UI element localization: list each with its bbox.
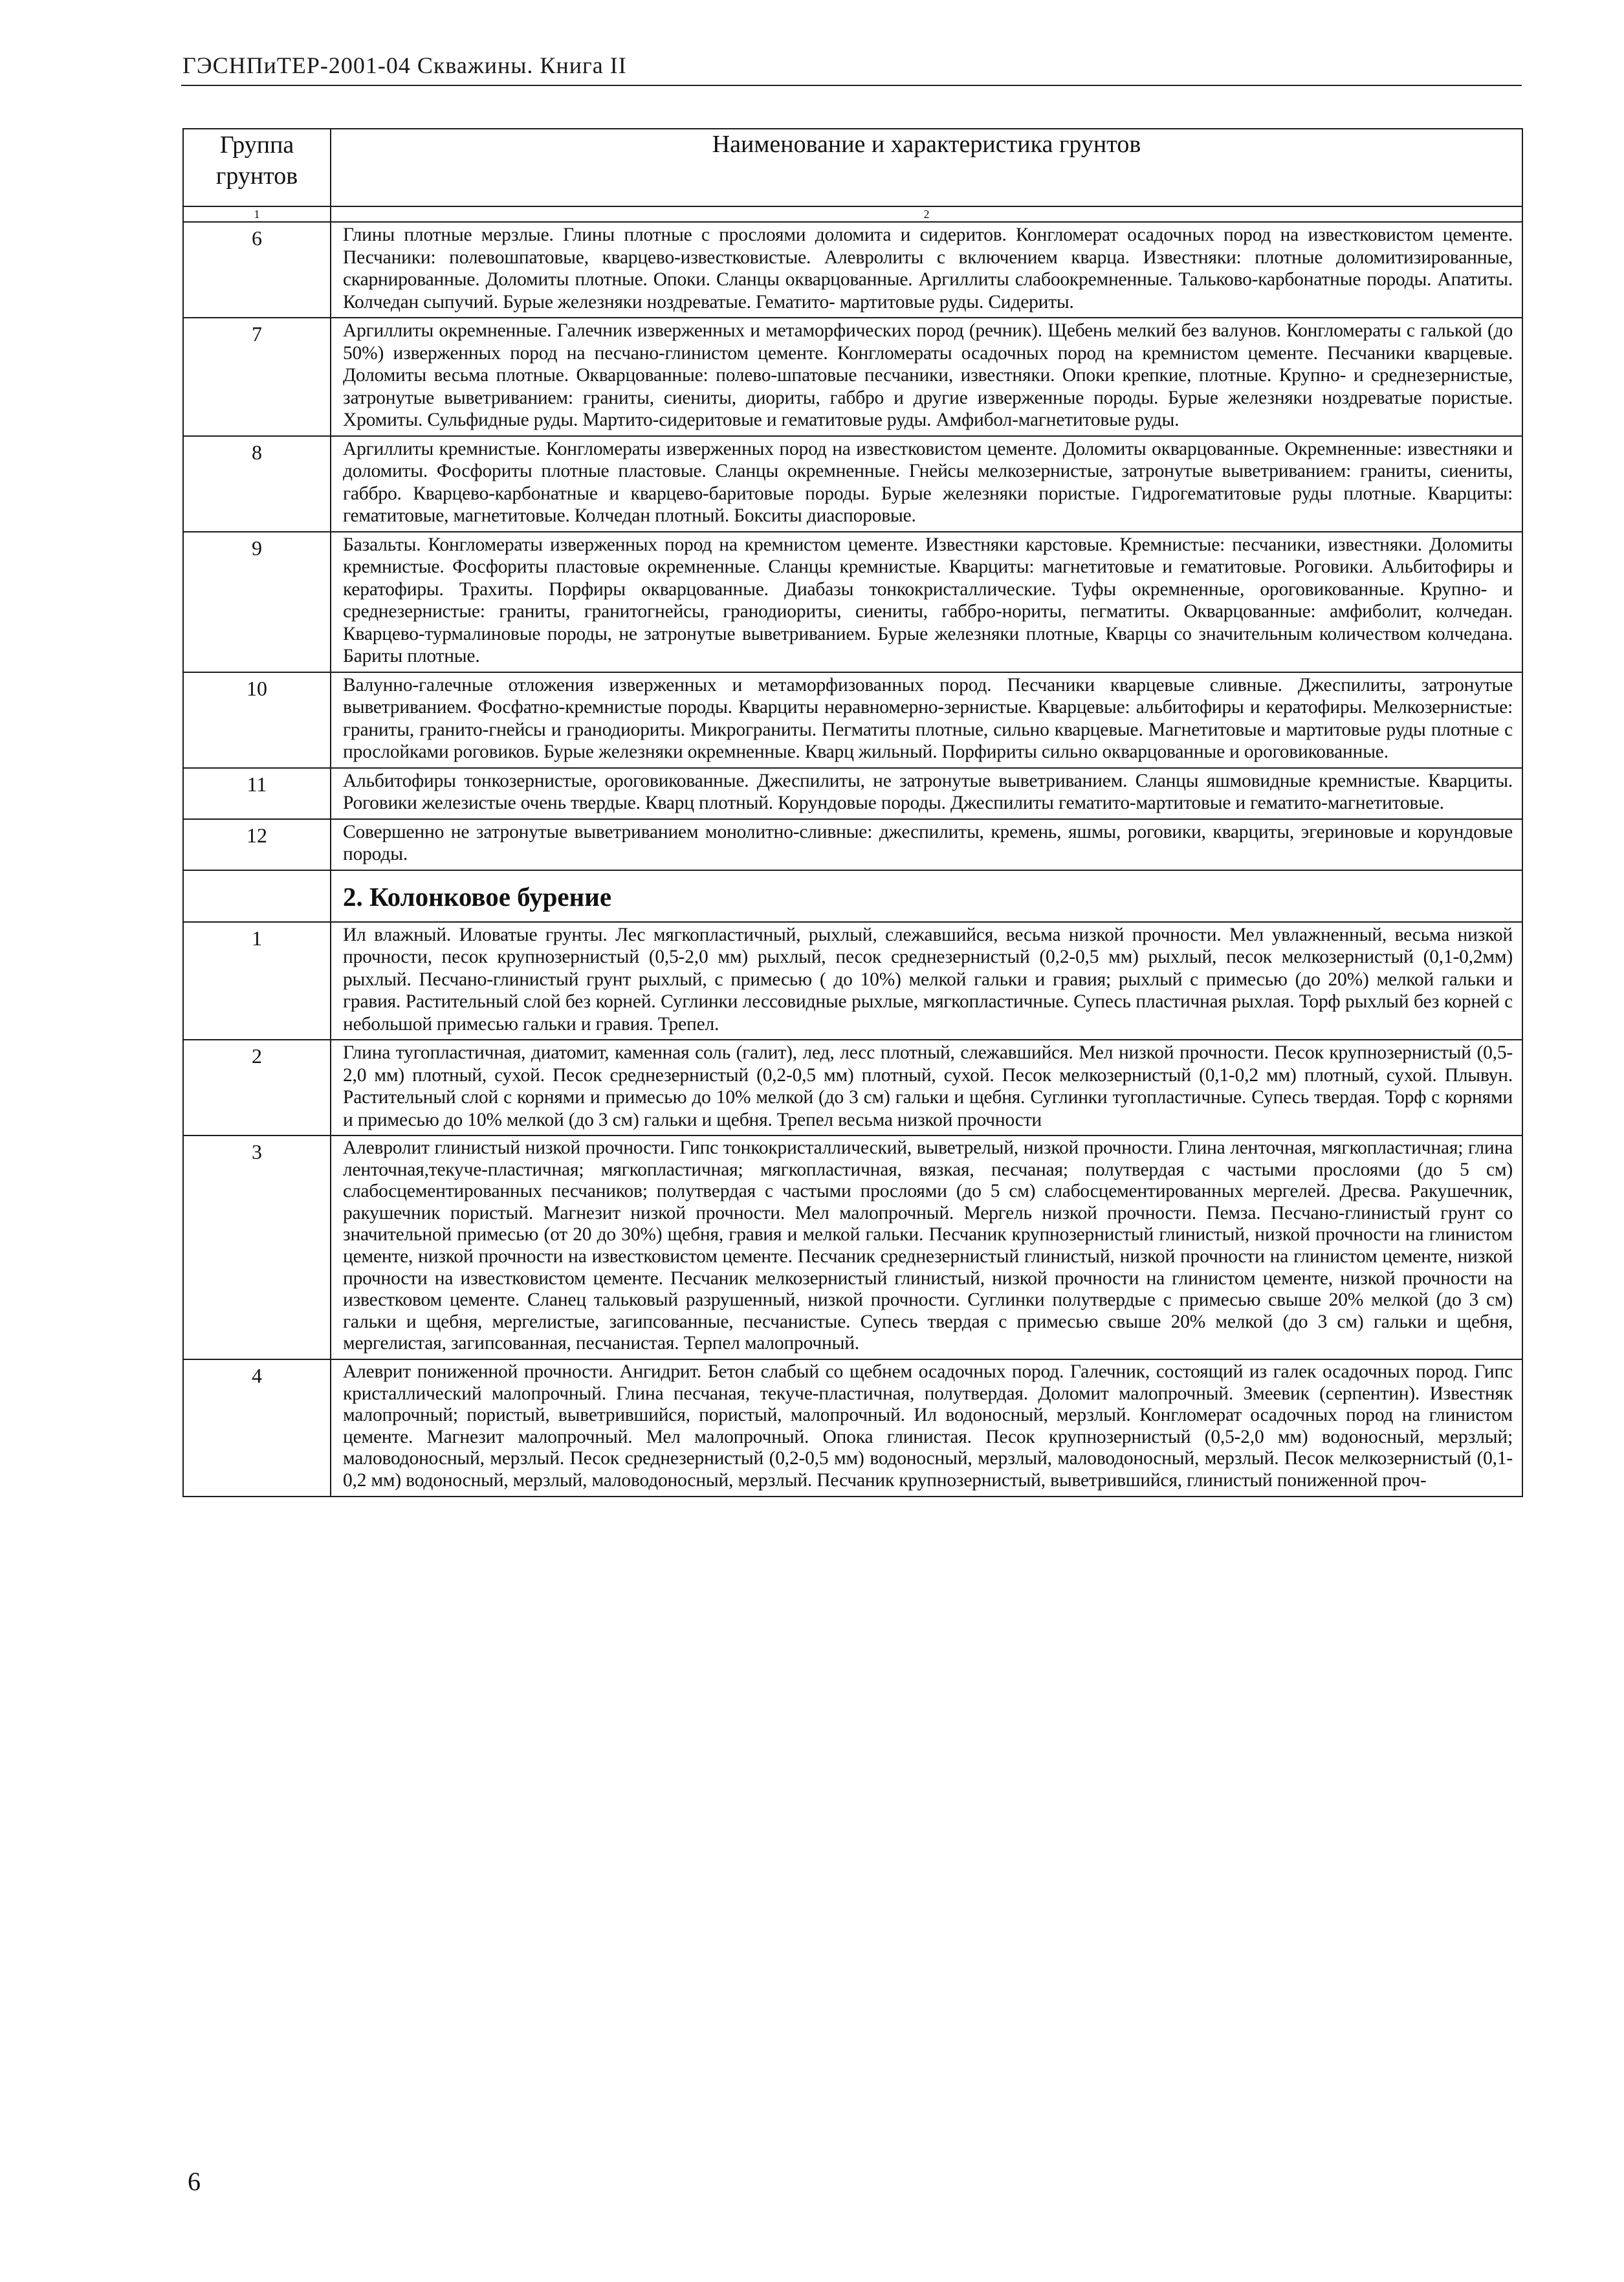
soil-description: Валунно-галечные отложения изверженных и метаморфизованных пород. Песчаники кварцевые сливные. Джеспилиты, затронутые выветриванием. Фосфатно-кремнистые породы. Кварциты неравномерно-зернистые. Кварцевые: альбитофиры и кератофиры. Мелкозернистые: граниты, гранито-гнейсы и гранодиориты. Микрограниты. Пегматиты плотные, сильно кварцевые. Магнетитовые и мартитовые руды плотные с прослойками роговиков. Бурые железняки окремненные. Кварц жильный. Порфириты сильно окварцованные и ороговикованные. <box>331 672 1522 768</box>
soil-description: Альбитофиры тонкозернистые, ороговикованные. Джеспилиты, не затронутые выветриванием. Сланцы яшмовидные кремнистые. Кварциты. Роговики железистые очень твердые. Кварц плотный. Корундовые породы. Джеспилиты гематито-мартитовые и гематито-магнетитовые. <box>331 768 1522 819</box>
table-row <box>183 1359 1522 1497</box>
soil-groups-table <box>182 128 1523 1497</box>
soil-group-number: 11 <box>183 768 331 819</box>
table-row <box>183 1040 1522 1136</box>
section-heading-row <box>183 870 1522 922</box>
page-number: 6 <box>188 2167 201 2196</box>
section-title: 2. Колонковое бурение <box>331 870 1522 922</box>
soil-group-number: 3 <box>183 1136 331 1359</box>
table-header-row <box>183 129 1522 206</box>
soil-description: Ил влажный. Иловатые грунты. Лес мягкопластичный, рыхлый, слежавшийся, весьма низкой прочности. Мел увлажненный, весьма низкой прочности, песок крупнозернистый (0,5-2,0 мм) рыхлый, песок среднезернистый (0,2-0,5 мм) рыхлый, песок мелкозернистый (0,1-0,2мм) рыхлый. Песчано-глинистый грунт рыхлый, с примесью ( до 10%) мелкой гальки и гравия; рыхлый с примесью (до 20%) мелкой гальки и гравия. Растительный слой без корней. Суглинки лессовидные рыхлые, мягкопластичные. Супесь пластичная рыхлая. Торф рыхлый без корней с небольшой примесью гальки и гравия. Трепел. <box>331 922 1522 1040</box>
table-row <box>183 436 1522 532</box>
group-column-header <box>183 129 331 206</box>
soil-group-number: 12 <box>183 819 331 870</box>
soil-groups-table-wrapper <box>182 128 1522 1497</box>
soil-description: Глины плотные мерзлые. Глины плотные с прослоями доломита и сидеритов. Конгломерат осадочных пород на известковистом цементе. Песчаники: полевошпатовые, кварцево-известковистые. Алевролиты с включением кварца. Известняки: плотные доломитизированные, скарнированные. Доломиты плотные. Опоки. Сланцы окварцованные. Аргиллиты слабоокремненные. Тальково-карбонатные породы. Апатиты. Колчедан сыпучий. Бурые железняки ноздреватые. Гематито- мартитовые руды. Сидериты. <box>331 222 1522 318</box>
table-row <box>183 318 1522 436</box>
soil-description: Алеврит пониженной прочности. Ангидрит. Бетон слабый со щебнем осадочных пород. Галечник, состоящий из галек осадочных пород. Гипс кристаллический малопрочный. Глина песчаная, текуче-пластичная, полутвердая. Доломит малопрочный. Змеевик (серпентин). Известняк малопрочный; пористый, выветрившийся, пористый, малопрочный. Ил водоносный, мерзлый. Конгломерат осадочных пород на глинистом цементе. Магнезит малопрочный. Мел малопрочный. Опока глинистая. Песок крупнозернистый (0,5-2,0 мм) водоносный, мерзлый; маловодоносный, мерзлый. Песок среднезернистый (0,2-0,5 мм) водоносный, мерзлый, маловодоносный, мерзлый. Песок мелкозернистый (0,1-0,2 мм) водоносный, мерзлый, маловодоносный, мерзлый. Песчаник крупнозернистый, выветрившийся, глинистый пониженной проч- <box>331 1359 1522 1497</box>
soil-group-number: 6 <box>183 222 331 318</box>
soil-description: Аргиллиты окремненные. Галечник изверженных и метаморфических пород (речник). Щебень мелкий без валунов. Конгломераты с галькой (до 50%) изверженных пород на песчано-глинистом цементе. Конгломераты осадочных пород на кремнистом цементе. Песчаники кварцевые. Доломиты весьма плотные. Окварцованные: полево-шпатовые песчаники, известняки. Опоки крепкие, плотные. Крупно- и среднезернистые, затронутые выветриванием: граниты, сиениты, диориты, габбро и другие изверженные породы. Бурые железняки ноздреватые пористые. Хромиты. Сульфидные руды. Мартито-сидеритовые и гематитовые руды. Амфибол-магнетитовые руды. <box>331 318 1522 436</box>
table-row <box>183 819 1522 870</box>
part1-rows <box>183 222 1522 870</box>
group-header-line1: Группа <box>219 131 294 159</box>
section-heading-body <box>183 870 1522 922</box>
soil-group-number: 9 <box>183 532 331 672</box>
soil-group-number: 2 <box>183 1040 331 1136</box>
table-row <box>183 922 1522 1040</box>
description-column-header: Наименование и характеристика грунтов <box>331 129 1522 206</box>
table-row <box>183 768 1522 819</box>
table-row <box>183 532 1522 672</box>
soil-group-number: 1 <box>183 922 331 1040</box>
section-heading-blank-cell <box>183 870 331 922</box>
table-row <box>183 222 1522 318</box>
soil-description: Аргиллиты кремнистые. Конгломераты изверженных пород на известковистом цементе. Доломиты окварцованные. Окремненные: известняки и доломиты. Фосфориты плотные пластовые. Сланцы окремненные. Гнейсы мелкозернистые, затронутые выветриванием: граниты, сиениты, габбро. Кварцево-карбонатные и кварцево-баритовые породы. Бурые железняки пористые. Гидрогематитовые руды плотные. Кварциты: гематитовые, магнетитовые. Колчедан плотный. Бокситы диаспоровые. <box>331 436 1522 532</box>
part2-rows <box>183 922 1522 1497</box>
soil-description: Совершенно не затронутые выветриванием монолитно-сливные: джеспилиты, кремень, яшмы, роговики, кварциты, эгериновые и корундовые породы. <box>331 819 1522 870</box>
column-number-row <box>183 206 1522 222</box>
soil-group-number: 4 <box>183 1359 331 1497</box>
running-header: ГЭСНПиТЕР-2001-04 Скважины. Книга II <box>182 52 627 78</box>
header-rule <box>181 85 1522 86</box>
soil-description: Алевролит глинистый низкой прочности. Гипс тонкокристаллический, выветрелый, низкой прочности. Глина ленточная, мягкопластичная; глина ленточная,текуче-пластичная; мягкопластичная; мягкопластичная, вязкая, песчаная; полутвердая с частыми прослоями (до 5 см) слабосцементированных песчаников; полутвердая с частыми прослоями (до 5 см) слабосцементированных мергелей. Дресва. Ракушечник, ракушечник пористый. Магнезит низкой прочности. Мел малопрочный. Мергель низкой прочности. Пемза. Песчано-глинистый грунт со значительной примесью (от 20 до 30%) щебня, гравия и мелкой гальки. Песчаник крупнозернистый глинистый, низкой прочности на глинистом цементе, низкой прочности на известковистом цементе. Песчаник среднезернистый глинистый, низкой прочности на глинистом цементе, низкой прочности на известковистом цементе. Песчаник мелкозернистый глинистый, низкой прочности на глинистом цементе, низкой прочности на известковом цементе. Сланец тальковый разрушенный, низкой прочности. Суглинки полутвердые с примесью свыше 20% мелкой (до 3 см) гальки и щебня, мергелистые, загипсованные, песчанистые. Супесь твердая с примесью свыше 20% мелкой (до 3 см) гальки и щебня, мергелистая, загипсованная, песчанистая. Терпел малопрочный. <box>331 1136 1522 1359</box>
soil-description: Базальты. Конгломераты изверженных пород на кремнистом цементе. Известняки карстовые. Кремнистые: песчаники, известняки. Доломиты кремнистые. Фосфориты пластовые окремненные. Сланцы кремнистые. Кварциты: магнетитовые и гематитовые. Роговики. Альбитофиры и кератофиры. Трахиты. Порфиры окварцованные. Диабазы тонкокристаллические. Туфы окремненные, ороговикованные. Крупно- и среднезернистые: граниты, гранитогнейсы, гранодиориты, сиениты, габбро-нориты, пегматиты. Окварцованные: амфиболит, колчедан. Кварцево-турмалиновые породы, не затронутые выветриванием. Бурые железняки плотные, Кварцы со значительным количеством колчедана. Бариты плотные. <box>331 532 1522 672</box>
group-header-line2: грунтов <box>215 162 298 190</box>
soil-group-number: 7 <box>183 318 331 436</box>
table-row <box>183 1136 1522 1359</box>
soil-group-number: 8 <box>183 436 331 532</box>
soil-group-number: 10 <box>183 672 331 768</box>
column-number-1: 1 <box>183 206 331 222</box>
soil-description: Глина тугопластичная, диатомит, каменная соль (галит), лед, лесс плотный, слежавшийся. Мел низкой прочности. Песок крупнозернистый (0,5-2,0 мм) плотный, сухой. Песок среднезернистый (0,2-0,5 мм) плотный, сухой. Песок мелкозернистый (0,1-0,2 мм) плотный, сухой. Плывун. Растительный слой с корнями и примесью до 10% мелкой (до 3 см) гальки и щебня. Суглинки тугопластичные. Супесь твердая. Торф с корнями и примесью до 10% мелкой (до 3 см) гальки и щебня. Трепел весьма низкой прочности <box>331 1040 1522 1136</box>
column-number-2: 2 <box>331 206 1522 222</box>
table-row <box>183 672 1522 768</box>
